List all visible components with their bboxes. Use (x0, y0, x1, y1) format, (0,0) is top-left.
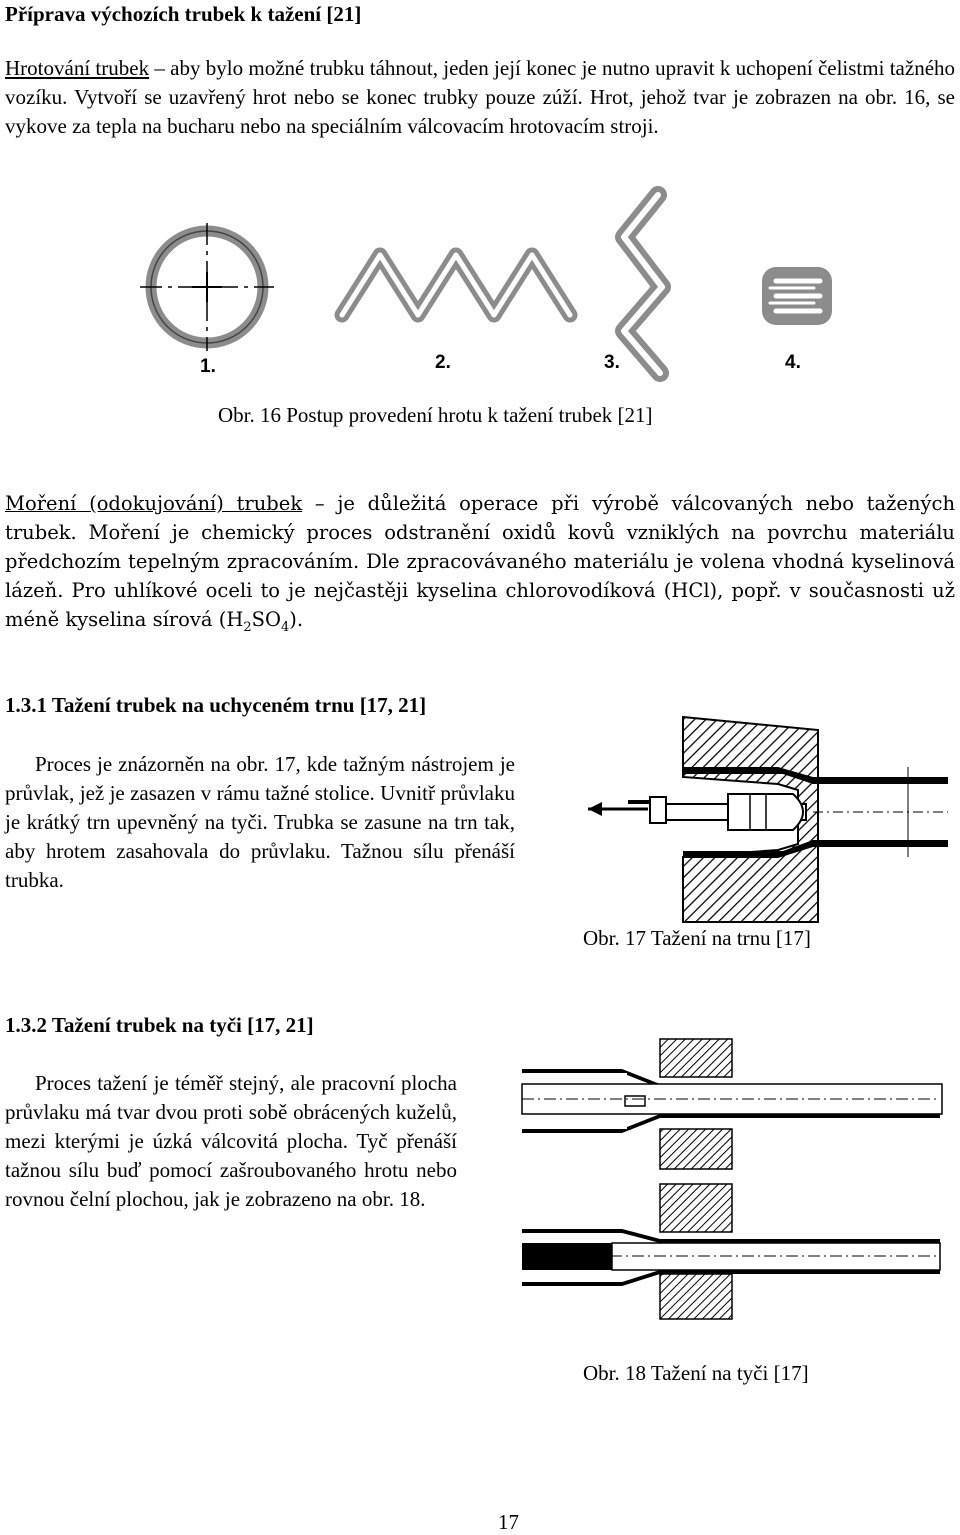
tube-folded-zigzag (342, 255, 570, 315)
figure-16-caption: Obr. 16 Postup provedení hrotu k tažení trubek [21] (218, 403, 653, 427)
tube-folded-vertical (624, 195, 662, 373)
paragraph-moreni (5, 489, 955, 642)
term-moreni: Moření (odokujování) trubek (5, 492, 303, 515)
fig16-label-2: 2. (435, 352, 451, 373)
figure-17-caption: Obr. 17 Tažení na trnu [17] (583, 926, 811, 950)
formula-sub-4: 4 (280, 619, 290, 635)
tube-cross-section (140, 223, 274, 351)
formula-sub-2: 2 (243, 619, 252, 635)
figure-17-drawing (588, 712, 960, 932)
formula-end: ). (289, 608, 304, 631)
heading-1-3-2: 1.3.2 Tažení trubek na tyči [17, 21] (5, 1013, 314, 1037)
rod-nut (650, 797, 666, 823)
term-hrotovani: Hrotování trubek (5, 56, 150, 80)
formula-so: SO (251, 608, 281, 631)
page-number: 17 (498, 1510, 519, 1534)
paragraph-1-3-2: Proces tažení je téměř stejný, ale pracovní plocha průvlaku má tvar dvou proti sobě obrácených kuželů, mezi kterými je úzká válcovitá plocha. Tyč přenáší tažnou sílu buď pomocí zašroubovaného hrotu nebo rovnou čelní plochou, jak je zobrazeno na obr. 18. (5, 1071, 457, 1211)
figure-18 (520, 1034, 960, 1359)
lower-variant (522, 1184, 940, 1319)
fig16-label-3: 3. (604, 352, 620, 373)
figure-17 (588, 712, 960, 932)
section-title: Příprava výchozích trubek k tažení [21] (5, 2, 362, 26)
paragraph-1-3-1: Proces je znázorněn na obr. 17, kde tažným nástrojem je průvlak, jež je zasazen v rámu tažné stolice. Uvnitř průvlaku je krátký trn upevněný na tyči. Trubka se zasune na trn tak, aby hrotem zasahovala do průvlaku. Tažnou sílu přenáší trubka. (5, 752, 515, 892)
paragraph-hrotovani (5, 54, 955, 141)
paragraph-hrotovani-text: – aby bylo možné trubku táhnout, jeden její konec je nutno upravit k uchopení čelistmi tažného vozíku. Vytvoří se uzavřený hrot nebo se konec trubky pouze zúží. Hrot, jehož tvar je zobrazen na obr. 16, se vykove za tepla na bucharu nebo na speciálním válcovacím hrotovacím stroji. (5, 56, 956, 138)
upper-variant (522, 1039, 942, 1169)
figure-16-drawing (130, 185, 845, 380)
fig16-label-4: 4. (785, 352, 801, 373)
paragraph-moreni-text: – je důležitá operace při výrobě válcovaných nebo tažených trubek. Moření je chemický proces odstranění oxidů kovů vzniklých na povrchu materiálu předchozím tepelným zpracováním. Dle zpracovávaného materiálu je volena vhodná kyselinová lázeň. Pro uhlíkové oceli to je nejčastěji kyselina chlorovodíková (HCl), popř. v současnosti už méně kyselina sírová (H (5, 492, 956, 631)
figure-16 (130, 185, 845, 380)
figure-18-caption: Obr. 18 Tažení na tyči [17] (583, 1361, 809, 1385)
fig16-label-1: 1. (200, 356, 216, 377)
tube-folded-compact (762, 267, 832, 325)
heading-1-3-1: 1.3.1 Tažení trubek na uchyceném trnu [17, 21] (5, 693, 427, 717)
figure-18-drawing (520, 1034, 960, 1359)
